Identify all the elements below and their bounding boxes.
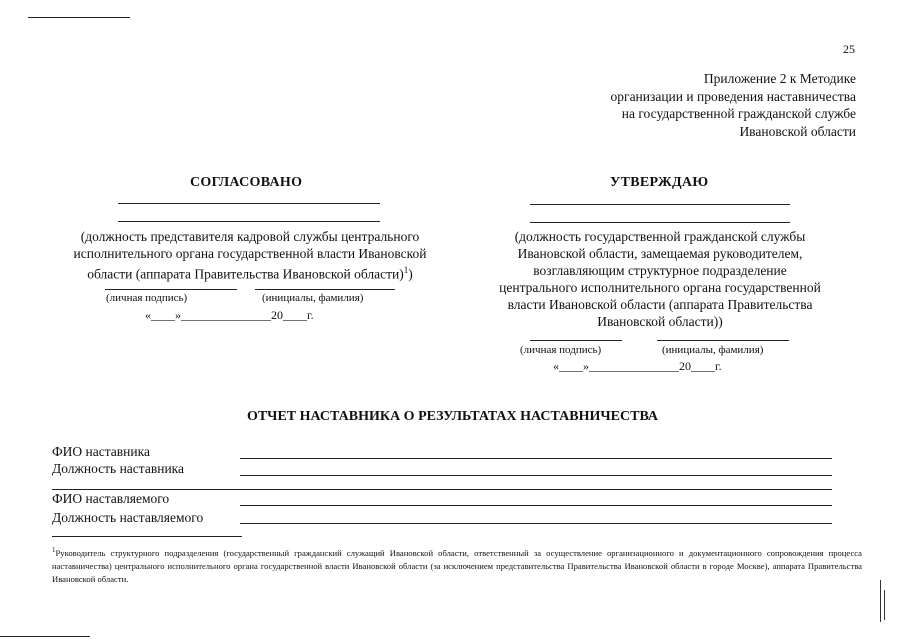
appendix-header: Приложение 2 к Методике организации и проведения наставничества на государственной гражданской службе Ивановской области <box>610 71 856 139</box>
name-label-left: (инициалы, фамилия) <box>262 292 364 304</box>
footnote <box>52 544 862 586</box>
report-title: ОТЧЕТ НАСТАВНИКА О РЕЗУЛЬТАТАХ НАСТАВНИЧЕСТВА <box>246 409 659 424</box>
section-divider <box>52 489 832 490</box>
mentor-name-line <box>240 458 832 459</box>
date-line-right: «____»_______________20____г. <box>553 359 722 373</box>
name-line-right <box>657 340 789 341</box>
footnote-text: Руководитель структурного подразделения (государственный гражданский служащий Ивановской области, ответственный за осуществление организационного и документационного сопровождения процесса наставничества) центрального исполнительного органа государственной власти Ивановской области (за исключением представительства Правительства Ивановской области в городе Москве), аппарата Правительства Ивановской области. <box>52 547 862 584</box>
signature-label-right: (личная подпись) <box>520 344 602 356</box>
signature-line-right <box>530 340 622 341</box>
footnote-marker: 1 <box>52 546 56 554</box>
position-line-left-1 <box>118 203 380 204</box>
approval-heading-right: УТВЕРЖДАЮ <box>610 175 709 190</box>
name-line-left <box>255 289 395 290</box>
mentor-position-label: Должность наставника <box>52 461 185 476</box>
mentee-name-line <box>240 505 832 506</box>
position-line-right-1 <box>530 204 790 205</box>
mentor-position-line <box>240 475 832 476</box>
date-line-left: «____»_______________20____г. <box>145 308 314 322</box>
position-description-right: (должность государственной гражданской службы Ивановской области, замещаемая руководителем, возглавляющим структурное подразделение центрального исполнительного органа государственной власти Ивановской области (аппарата Правительства Ивановской области)) <box>499 229 821 329</box>
scan-edge-bottom <box>0 636 90 637</box>
position-line-right-2 <box>530 222 790 223</box>
position-line-left-2 <box>118 221 380 222</box>
mentee-name-label: ФИО наставляемого <box>52 491 170 506</box>
signature-label-left: (личная подпись) <box>106 292 188 304</box>
mentee-position-label: Должность наставляемого <box>52 510 204 525</box>
name-label-right: (инициалы, фамилия) <box>662 344 764 356</box>
scan-edge-right-2 <box>884 590 885 620</box>
mentor-name-label: ФИО наставника <box>52 444 150 459</box>
scan-edge-line <box>28 17 130 18</box>
scan-edge-right <box>880 580 881 622</box>
approval-heading-left: СОГЛАСОВАНО <box>190 175 303 190</box>
position-description-left: (должность представителя кадровой службы центрального исполнительного органа государственной власти Ивановской области (аппарата Правительства Ивановской области)$^1$) <box>73 229 427 282</box>
footnote-ref: 1 <box>403 265 409 275</box>
page-number: 25 <box>843 42 855 56</box>
mentee-position-line <box>240 523 832 524</box>
signature-line-left <box>105 289 237 290</box>
footnote-separator <box>52 536 242 537</box>
